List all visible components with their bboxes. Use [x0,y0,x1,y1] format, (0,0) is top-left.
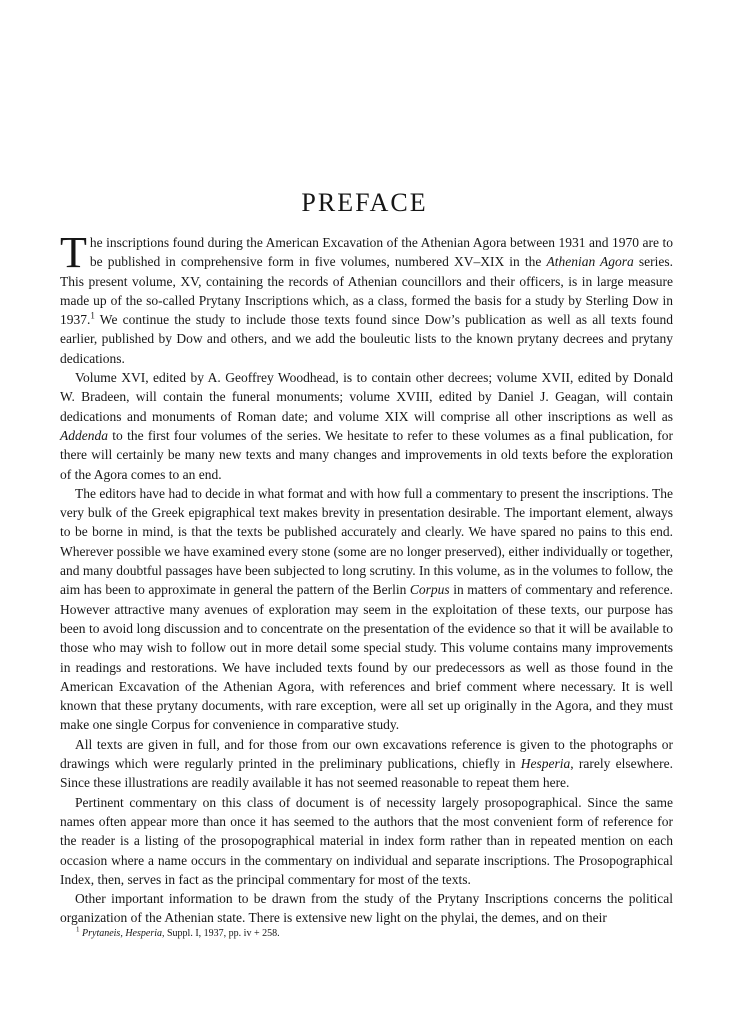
preface-body [60,228,673,928]
drop-cap: T [60,228,87,277]
paragraph-1: The inscriptions found during the American Excavation of the Athenian Agora between 1931 and 1970 are to be published in comprehensive form in five volumes, numbered XV–XIX in the Athenian Agora series. This present volume, XV, containing the records of Athenian councillors and their officers, is in large measure made up of the so-called Prytany Inscriptions which, as a class, formed the basis for a study by Sterling Dow in 1937.$^1$ We continue the study to include those texts found since Dow’s publication as well as all texts found earlier, published by Dow and others, and we add the bouleutic lists to the known prytany decrees and prytany dedications. [60,228,673,366]
paragraph-3: The editors have had to decide in what format and with how full a commentary to present the inscriptions. The very bulk of the Greek epigraphical text makes brevity in presentation desirable. The important element, always to be borne in mind, is that the texts be published accurately and clearly. We have spared no pains to this end. Wherever possible we have examined every stone (some are no longer preserved), either individually or together, and many doubtful passages have been subjected to long scrutiny. In this volume, as in the volumes to follow, the aim has been to approximate in general the pattern of the Berlin Corpus in matters of commentary and reference. However attractive many avenues of exploration may seem in the exploitation of these texts, our purpose has been to avoid long discussion and to concentrate on the presentation of the evidence so that it will be available to those who may wish to follow out in more detail some special study. This volume contains many improvements in readings and restorations. We have included texts found by our predecessors as well as those found in the American Excavation of the Athenian Agora, with references and brief comment where necessary. It is well known that these prytany documents, with rare exception, were all set up originally in the Agora, and they must make one single Corpus for convenience in comparative study. [60,485,673,733]
footnote [76,927,676,940]
footnote-number: 1 [76,925,80,934]
page-title: PREFACE [301,188,428,217]
paragraph-4: All texts are given in full, and for those from our own excavations reference is given to the photographs or drawings which were regularly printed in the preliminary publications, chiefly in Hesperia, rarely elsewhere. Since these illustrations are readily available it has not seemed reasonable to repeat them here. [60,736,673,791]
paragraph-2: Volume XVI, edited by A. Geoffrey Woodhead, is to contain other decrees; volume XVII, edited by Donald W. Bradeen, will contain the funeral monuments; volume XVIII, edited by Daniel J. Geagan, will contain dedications and monuments of Roman date; and volume XIX will comprise all other inscriptions as well as Addenda to the first four volumes of the series. We hesitate to refer to these volumes as a final publication, for there will certainly be many new texts and many changes and improvements in old texts before the exploration of the Agora comes to an end. [60,370,673,482]
footnote-title: Prytaneis, Hesperia, [82,928,165,939]
paragraph-5: Pertinent commentary on this class of document is of necessity largely prosopographical. Since the same names often appear more than once it has seemed to the authors that the most convenient form of reference for the reader is a listing of the prosopographical material in index form rather than in repeated mention on each occasion where a name occurs in the commentary on individual and separate inscriptions. The Prosopographical Index, then, serves in fact as the principal commentary for most of the texts. [60,794,673,887]
paragraph-6: Other important information to be drawn from the study of the Prytany Inscriptions concerns the political organization of the Athenian state. There is extensive new light on the phylai, the demes, and on their [60,891,673,926]
footnote-ref[interactable]: 1 [90,310,95,321]
footnote-text: Suppl. I, 1937, pp. iv + 258. [164,928,280,939]
